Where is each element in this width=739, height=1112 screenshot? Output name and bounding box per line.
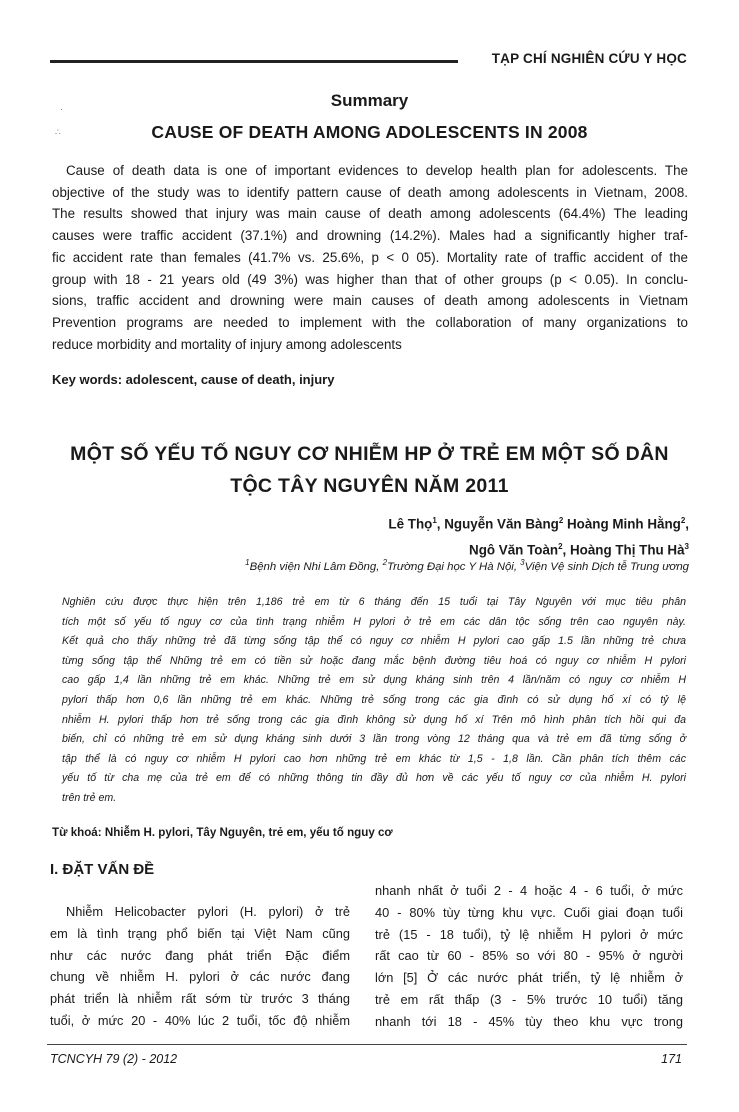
author-affil-mark: 2: [558, 516, 564, 525]
author-name: Hoàng Minh Hằng: [567, 516, 681, 532]
summary-line: group with 18 - 21 years old (49 3%) was higher than that of other groups (p < 0.05). In conclu-: [52, 271, 688, 287]
body-line: lớn [5] Ở các nước phát triển, tỷ lệ nhiễm ở: [375, 970, 683, 986]
summary-line: sions, traffic accident and drowning were main causes of death among adolescents in Vietnam: [52, 293, 688, 309]
body-column-right: [375, 880, 683, 1033]
section-heading: I. ĐẶT VẤN ĐỀ: [50, 861, 155, 878]
journal-name: TẠP CHÍ NGHIÊN CỨU Y HỌC: [491, 51, 687, 66]
body-line: như các nước đang phát triển Đặc điểm: [50, 947, 350, 963]
author-affil-mark: 2: [558, 542, 563, 552]
vietnamese-abstract: [62, 593, 686, 809]
body-line: tuổi, ở mức 20 - 40% lúc 2 tuổi, tốc độ nhiễm: [50, 1012, 350, 1028]
affiliation: Trường Đại học Y Hà Nội,: [387, 560, 521, 573]
author-list: [388, 509, 689, 562]
author-name: Hoàng Thị Thu Hà: [569, 542, 685, 558]
author-affil-mark: 1: [432, 516, 437, 525]
article-title-line: TỘC TÂY NGUYÊN NĂM 2011: [230, 475, 509, 497]
affiliation: Bệnh viện Nhi Lâm Đồng,: [249, 560, 383, 573]
page-number: 171: [661, 1052, 682, 1066]
body-line: rất cao từ 60 - 85% so với 80 - 95% ở người: [375, 948, 683, 964]
body-line: trẻ (15 - 18 tuổi), tỷ lệ nhiễm H pylori ở mức: [375, 926, 683, 942]
abstract-line: pylori thấp hơn 0,6 lần những trẻ em khác. Những trẻ sống trong các gia đình có sử dụng hố xí có tỷ lệ: [62, 693, 686, 706]
body-line: phát triển là nhiễm rất sớm từ trước 3 tháng: [50, 991, 350, 1007]
body-line: chung về nhiễm H. pylori ở các nước đang: [50, 969, 350, 985]
scan-mark: ∴: [55, 127, 61, 137]
abstract-line: Nghiên cứu được thực hiện trên 1,186 trẻ em từ 6 tháng đến 15 tuổi tại Tây Nguyên với mục tiêu phân: [62, 596, 686, 608]
author-name: Lê Thọ: [388, 516, 433, 532]
author-affil-mark: 2: [680, 516, 686, 525]
scan-mark: ·: [60, 104, 63, 114]
summary-line: fic accident rate than females (41.7% vs. 25.6%, p < 0 05). Mortality rate of traffic accident of the: [52, 249, 688, 265]
header-rule: [50, 60, 458, 63]
abstract-line: Kết quả cho thấy những trẻ đã từng sống tập thể có nguy cơ nhiễm H pylori cao gấp 1.5 lần những trẻ chưa: [62, 635, 686, 648]
body-line: trẻ em rất thấp (3 - 5% trước 10 tuổi) tăng: [375, 991, 683, 1007]
abstract-line: nhiễm H. pylori thấp hơn trẻ sống trong các gia đình không sử dụng hố xí Trên mô hình phân tích hồi qui đa: [62, 713, 686, 726]
author-name: Ngô Văn Toàn: [469, 542, 559, 558]
summary-keywords: Key words: adolescent, cause of death, injury: [52, 372, 335, 387]
affiliations: $^1$Bệnh viện Nhi Lâm Đồng, $^2$Trường Đại học Y Hà Nội, $^3$Viện Vệ sinh Dịch tễ Trung ương: [245, 558, 689, 573]
body-line: em là tình trạng phổ biến tại Việt Nam cũng: [50, 925, 350, 941]
summary-line: The results showed that injury was main cause of death among adolescents (64.4%) The leading: [52, 206, 688, 222]
abstract-line: biến, chỉ có những trẻ em sử dụng kháng sinh dưới 3 lần trong vòng 12 tháng qua và trẻ em đã từng sống ở: [62, 733, 686, 746]
abstract-line: trên trẻ em.: [62, 791, 117, 804]
body-line: nhanh tới 18 - 45% tùy theo khu vực trong: [375, 1013, 683, 1029]
body-column-left: [50, 901, 350, 1032]
summary-line: Cause of death data is one of important evidences to develop health plan for adolescents. The: [66, 163, 688, 178]
body-line: Nhiễm Helicobacter pylori (H. pylori) ở trẻ: [66, 904, 350, 919]
article-keywords: Từ khoá: Nhiễm H. pylori, Tây Nguyên, trẻ em, yếu tố nguy cơ: [52, 826, 393, 839]
body-line: 40 - 80% tùy từng khu vực. Cuối giai đoạn tuổi: [375, 904, 683, 920]
article-title: [0, 438, 739, 502]
abstract-line: cao gấp 1,4 lần những trẻ em khác. Những trẻ em sử dụng kháng sinh trên 4 lần/năm có nguy cơ nhiễm H: [62, 674, 686, 687]
summary-title: CAUSE OF DEATH AMONG ADOLESCENTS IN 2008: [151, 122, 588, 142]
journal-issue: TCNCYH 79 (2) - 2012: [50, 1052, 178, 1066]
summary-heading: Summary: [330, 91, 409, 110]
summary-line: objective of the study was to identify pattern cause of death among adolescents in Vietnam, 2008.: [52, 184, 688, 200]
abstract-line: từng sống tập thể Những trẻ em có tiền sử hoặc đang mắc bệnh đường tiêu hoá có nguy cơ nhiễm H pylori: [62, 654, 686, 667]
summary-line: Prevention programs are needed to implement with the collaboration of many organizations to: [52, 314, 688, 330]
body-line: nhanh nhất ở tuổi 2 - 4 hoặc 4 - 6 tuổi, ở mức: [375, 883, 683, 898]
summary-abstract: [52, 160, 688, 355]
author-name: Nguyễn Văn Bàng: [444, 516, 559, 532]
abstract-line: yếu tố từ cha mẹ của trẻ em để có những thông tin đầy đủ hơn về các yếu tố nguy cơ của nhiễm H. pylori: [62, 772, 686, 785]
summary-line: reduce morbidity and mortality of injury among adolescents: [52, 336, 402, 352]
abstract-line: tập thể là có nguy cơ nhiễm H pylori cao hơn những trẻ em khác từ 1,5 - 1,8 lần. Cần phân tích thêm các: [62, 752, 686, 765]
footer-rule: [47, 1044, 687, 1045]
affiliation: Viện Vệ sinh Dịch tễ Trung ương: [524, 560, 689, 573]
abstract-line: tích một số yếu tố nguy cơ của tình trạng nhiễm H pylori ở trẻ em các dân tộc sống trên cao nguyên này.: [62, 615, 686, 628]
summary-line: causes were traffic accident (37.1%) and drowning (14.2%). Males had a significantly higher traf-: [52, 228, 688, 244]
author-line: Lê Thọ$^1$, Nguyễn Văn Bàng$^2$ Hoàng Minh Hằng$^2$,: [388, 516, 689, 532]
article-title-line: MỘT SỐ YẾU TỐ NGUY CƠ NHIỄM HP Ở TRẺ EM MỘT SỐ DÂN: [70, 443, 669, 465]
author-affil-mark: 3: [684, 542, 689, 552]
author-line: Ngô Văn Toàn$^2$, Hoàng Thị Thu $Hà^3$: [469, 542, 689, 558]
